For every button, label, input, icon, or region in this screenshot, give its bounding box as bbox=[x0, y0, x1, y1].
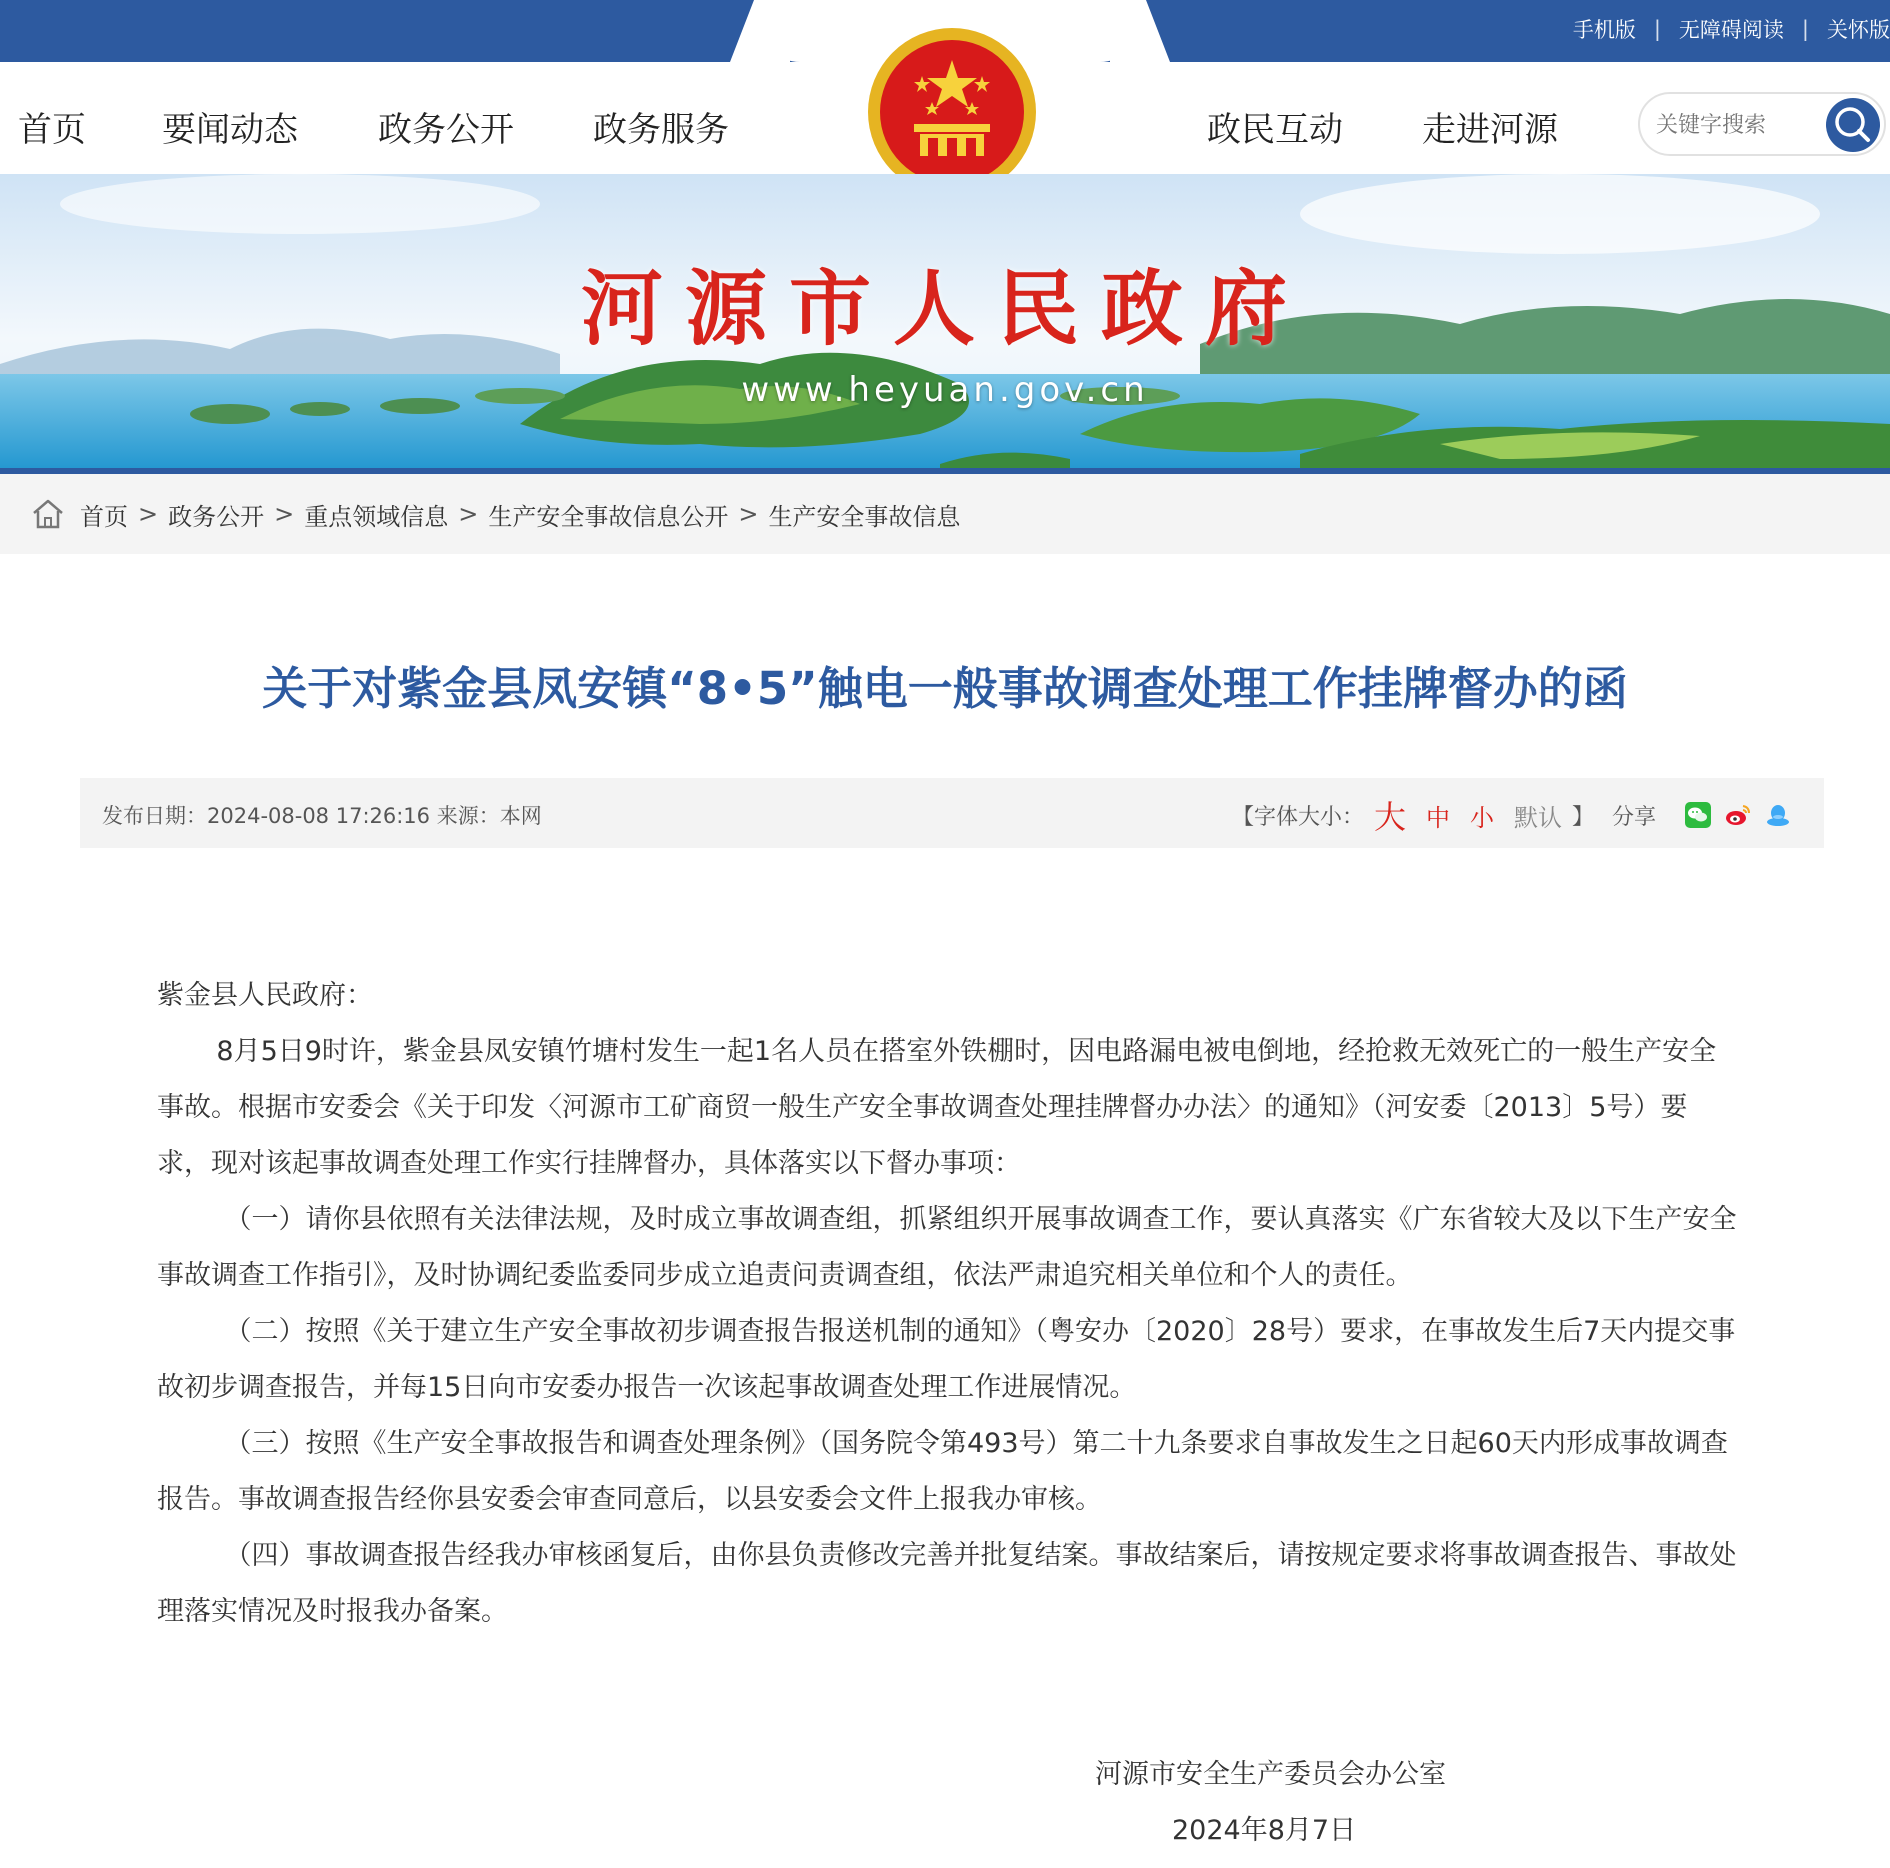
breadcrumb-separator: > bbox=[458, 500, 479, 528]
article-meta-bar bbox=[80, 778, 1824, 848]
article-body bbox=[157, 968, 1737, 1640]
signature-date: 2024年8月7日 bbox=[1172, 1815, 1357, 1846]
paragraph: （二）按照《关于建立生产安全事故初步调查报告报送机制的通知》（粤安办〔2020〕28号）要求，在事故发生后7天内提交事故初步调查报告，并每15日向市安委办报告一次该起事故调查处理工作进展情况。 bbox=[157, 1316, 1736, 1403]
font-size-medium-button[interactable]: 中 bbox=[1425, 803, 1450, 832]
breadcrumb-item[interactable]: 生产安全事故信息公开 bbox=[488, 502, 729, 531]
article-tools bbox=[1232, 792, 1798, 838]
breadcrumb-separator: > bbox=[274, 500, 295, 528]
font-size-small-button[interactable]: 小 bbox=[1469, 803, 1494, 832]
font-size-label: 【字体大小： bbox=[1231, 804, 1364, 830]
paragraph: （一）请你县依照有关法律法规，及时成立事故调查组，抓紧组织开展事故调查工作，要认真落实《广东省较大及以下生产安全事故调查工作指引》，及时协调纪委监委同步成立追责问责调查组，依法严肃追究相关单位和个人的责任。 bbox=[157, 1204, 1737, 1291]
breadcrumb-item[interactable]: 生产安全事故信息 bbox=[768, 502, 961, 531]
breadcrumb-item[interactable]: 首页 bbox=[80, 502, 128, 531]
nav-item-news[interactable]: 要闻动态 bbox=[162, 110, 298, 150]
breadcrumb-separator: > bbox=[738, 500, 759, 528]
care-version-link[interactable]: 关怀版 bbox=[1827, 18, 1890, 42]
paragraph: 8月5日9时许，紫金县凤安镇竹塘村发生一起1名人员在搭室外铁棚时，因电路漏电被电倒地，经抢救无效死亡的一般生产安全事故。根据市安委会《关于印发〈河源市工矿商贸一般生产安全事故调查处理挂牌督办办法〉的通知》（河安委〔2013〕5号）要求，现对该起事故调查处理工作实行挂牌督办，具体落实以下督办事项： bbox=[157, 1036, 1717, 1179]
breadcrumb-item[interactable]: 政务公开 bbox=[168, 502, 265, 531]
breadcrumb-item[interactable]: 重点领域信息 bbox=[304, 502, 449, 531]
font-size-large-button[interactable]: 大 bbox=[1373, 798, 1406, 836]
top-links bbox=[1573, 14, 1890, 44]
article-title: 关于对紫金县凤安镇“8•5”触电一般事故调查处理工作挂牌督办的函 bbox=[262, 662, 1628, 715]
site-title: 河源市人民政府 bbox=[580, 261, 1309, 357]
home-icon[interactable] bbox=[30, 496, 66, 532]
font-size-close: 】 bbox=[1571, 804, 1594, 830]
weibo-icon[interactable] bbox=[1724, 801, 1752, 829]
accessible-reading-link[interactable]: 无障碍阅读 bbox=[1678, 18, 1784, 42]
search-input[interactable] bbox=[1656, 108, 1816, 142]
publish-info: 发布日期：2024-08-08 17:26:16 来源：本网 bbox=[102, 804, 542, 828]
qq-icon[interactable] bbox=[1764, 801, 1792, 829]
nav-item-home[interactable]: 首页 bbox=[18, 110, 86, 150]
banner bbox=[0, 174, 1890, 474]
mobile-version-link[interactable]: 手机版 bbox=[1572, 18, 1636, 42]
font-size-default-button[interactable]: 默认 bbox=[1513, 803, 1562, 832]
share-label: 分享 bbox=[1611, 804, 1656, 830]
breadcrumb-separator: > bbox=[138, 500, 159, 528]
divider: | bbox=[1801, 17, 1809, 41]
wechat-icon[interactable] bbox=[1684, 801, 1712, 829]
nav-item-gov-services[interactable]: 政务服务 bbox=[593, 110, 729, 150]
site-url: www.heyuan.gov.cn bbox=[741, 370, 1149, 410]
paragraph: （三）按照《生产安全事故报告和调查处理条例》（国务院令第493号）第二十九条要求自事故发生之日起60天内形成事故调查报告。事故调查报告经你县安委会审查同意后，以县安委会文件上报我办审核。 bbox=[157, 1428, 1728, 1515]
search-icon bbox=[1826, 98, 1880, 152]
nav-item-about-heyuan[interactable]: 走进河源 bbox=[1422, 110, 1558, 150]
divider: | bbox=[1653, 17, 1661, 41]
search-box bbox=[1638, 92, 1886, 156]
paragraph: （四）事故调查报告经我办审核函复后，由你县负责修改完善并批复结案。事故结案后，请按规定要求将事故调查报告、事故处理落实情况及时报我办备案。 bbox=[157, 1540, 1737, 1627]
nav-item-interaction[interactable]: 政民互动 bbox=[1207, 110, 1343, 150]
search-button[interactable] bbox=[1826, 98, 1880, 152]
signature-org: 河源市安全生产委员会办公室 bbox=[1095, 1759, 1446, 1790]
nav-item-gov-affairs[interactable]: 政务公开 bbox=[378, 110, 514, 150]
salutation: 紫金县人民政府： bbox=[157, 980, 373, 1011]
breadcrumb bbox=[0, 474, 1890, 554]
